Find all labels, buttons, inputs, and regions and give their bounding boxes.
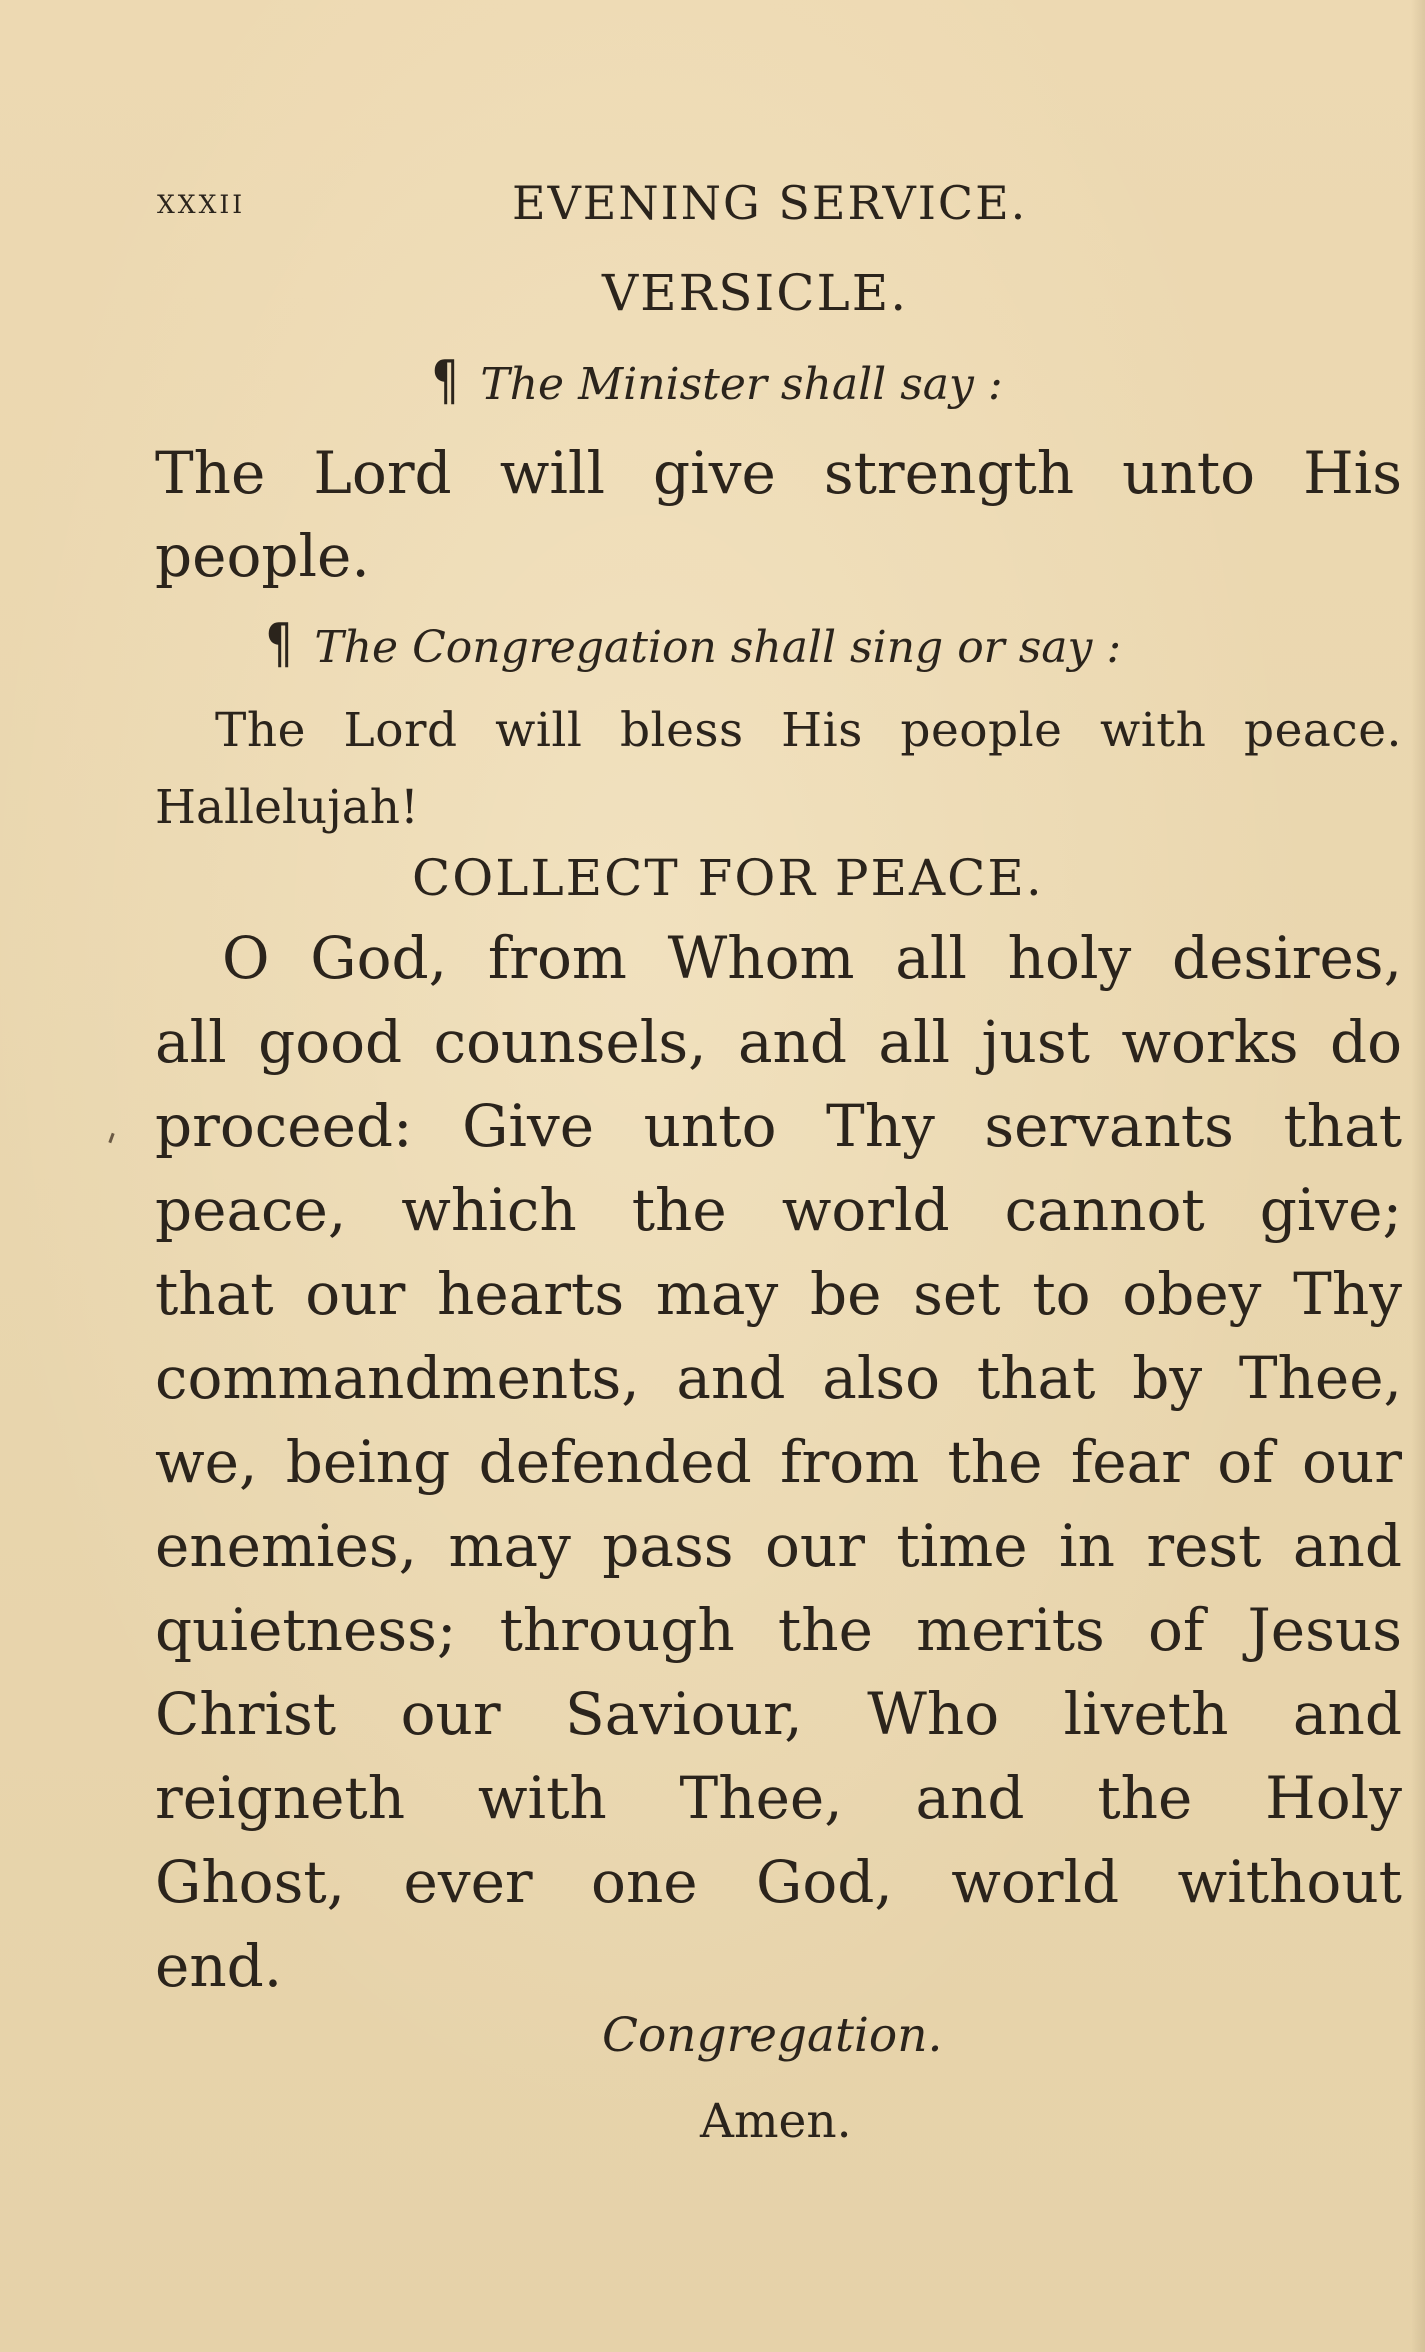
collect-line: all good counsels, and all just works do xyxy=(155,1008,1402,1076)
amen-response: Amen. xyxy=(700,2094,852,2149)
collect-line: we, being defended from the fear of our xyxy=(155,1428,1402,1496)
collect-line: commandments, and also that by Thee, xyxy=(155,1344,1402,1412)
congregation-label: Congregation. xyxy=(602,2008,943,2063)
collect-line: quietness; through the merits of Jesus xyxy=(155,1596,1402,1664)
minister-rubric xyxy=(428,349,1003,412)
minister-rubric-text: The Minister shall say : xyxy=(480,359,1003,410)
response-line: Hallelujah! xyxy=(155,780,419,835)
running-title: EVENING SERVICE. xyxy=(512,176,1028,230)
pilcrow-mark: ¶ xyxy=(431,349,459,412)
pilcrow-mark: ¶ xyxy=(265,612,293,675)
collect-line: reigneth with Thee, and the Holy xyxy=(155,1764,1402,1832)
collect-line: that our hearts may be set to obey Thy xyxy=(155,1260,1402,1328)
collect-line: Ghost, ever one God, world without xyxy=(155,1848,1402,1916)
margin-mark xyxy=(108,1133,114,1143)
collect-line: end. xyxy=(155,1932,283,2000)
versicle-heading: VERSICLE. xyxy=(602,264,909,322)
collect-line: peace, which the world cannot give; xyxy=(155,1176,1402,1244)
congregation-rubric xyxy=(262,612,1122,675)
collect-line: Christ our Saviour, Who liveth and xyxy=(155,1680,1402,1748)
collect-line: enemies, may pass our time in rest and xyxy=(155,1512,1402,1580)
collect-heading: COLLECT FOR PEACE. xyxy=(412,849,1044,907)
collect-line: proceed: Give unto Thy servants that xyxy=(155,1092,1402,1160)
minister-line: people. xyxy=(155,522,370,590)
minister-line: The Lord will give strength unto His xyxy=(155,439,1402,507)
response-line: The Lord will bless His people with peace. xyxy=(215,703,1402,758)
page-edge-shadow xyxy=(1411,0,1425,2352)
congregation-rubric-text: The Congregation shall sing or say : xyxy=(314,622,1122,673)
page-folio: xxxii xyxy=(157,181,246,222)
collect-line: O God, from Whom all holy desires, xyxy=(222,924,1402,992)
